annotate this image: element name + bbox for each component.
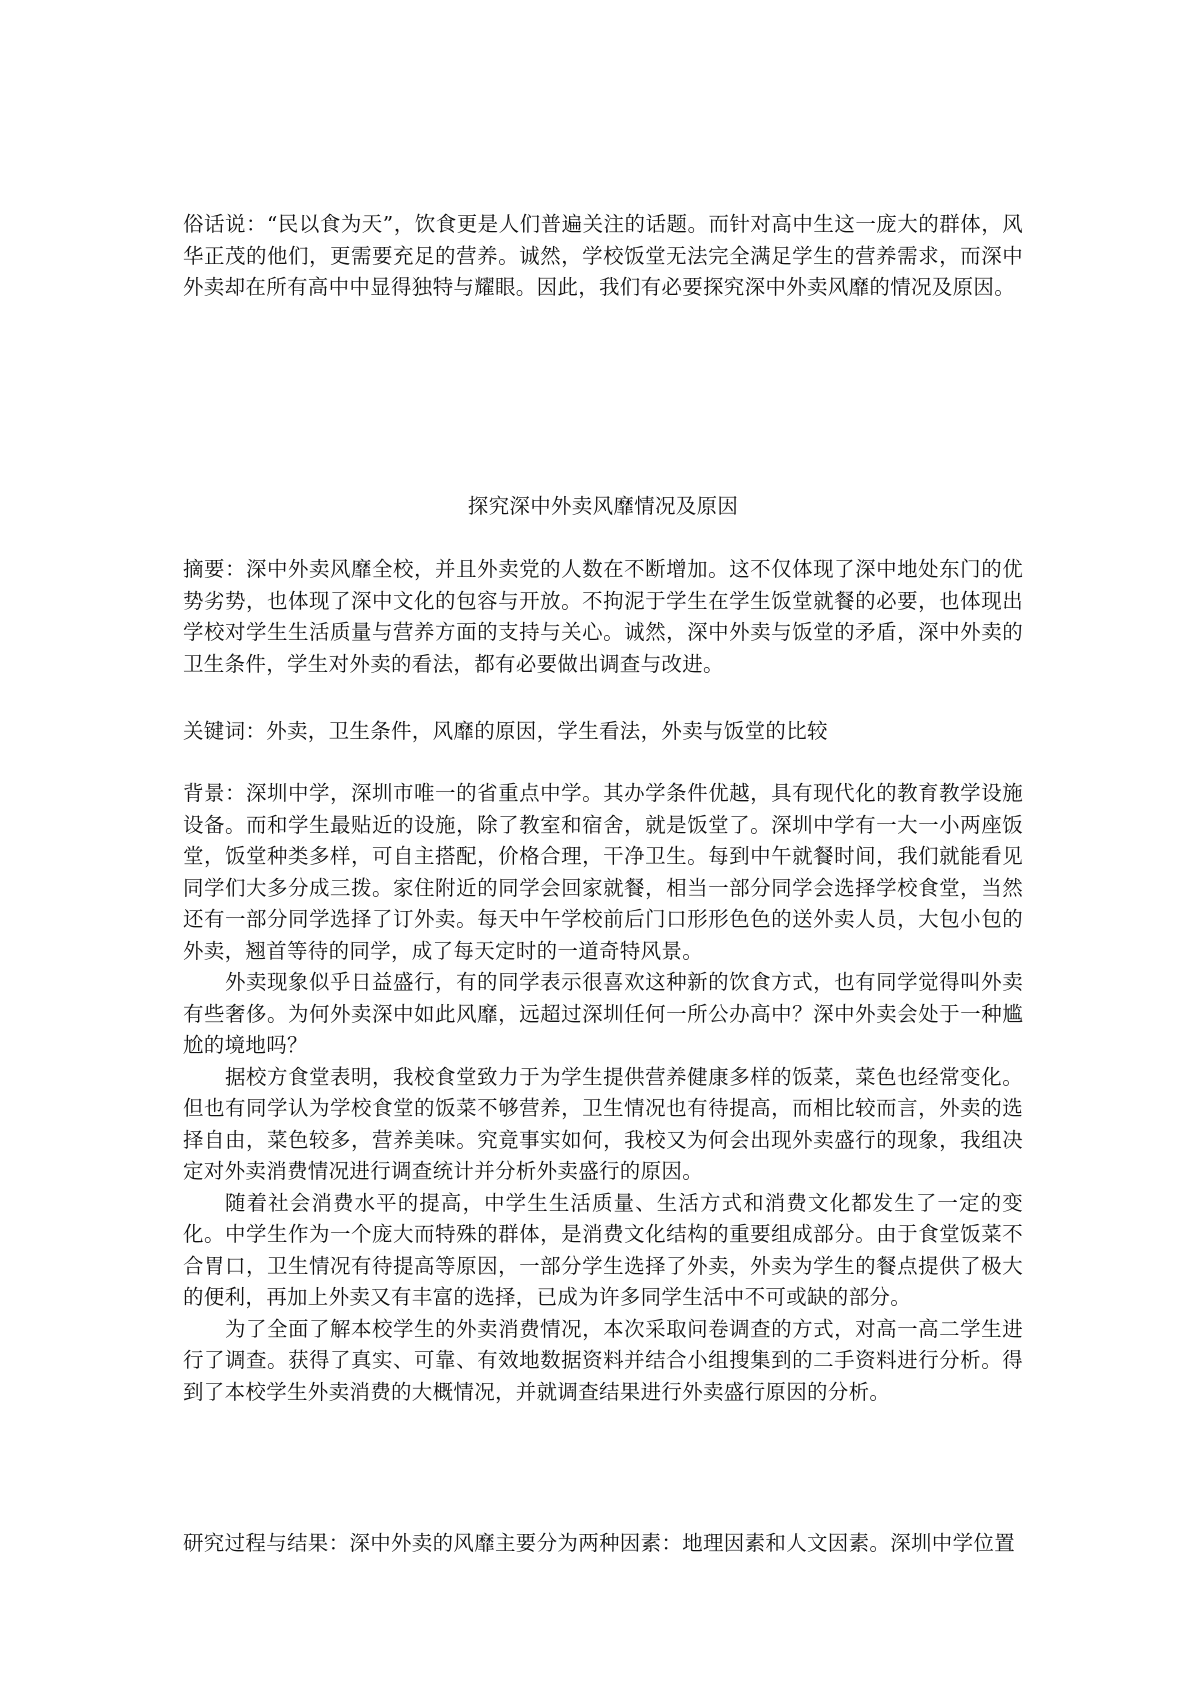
- background-paragraph-5: 为了全面了解本校学生的外卖消费情况，本次采取问卷调查的方式，对高一高二学生进行了调查。获得了真实、可靠、有效地数据资料并结合小组搜集到的二手资料进行分析。得到了本校学生外卖消费的大概情况，并就调查结果进行外卖盛行原因的分析。: [183, 1316, 1023, 1404]
- document-title: 探究深中外卖风靡情况及原因: [467, 494, 739, 518]
- abstract-paragraph: 摘要：深中外卖风靡全校，并且外卖党的人数在不断增加。这不仅体现了深中地处东门的优势劣势，也体现了深中文化的包容与开放。不拘泥于学生在学生饭堂就餐的必要，也体现出学校对学生生活质量与营养方面的支持与关心。诚然，深中外卖与饭堂的矛盾，深中外卖的卫生条件，学生对外卖的看法，都有必要做出调查与改进。: [183, 557, 1023, 676]
- research-paragraph: 研究过程与结果：深中外卖的风靡主要分为两种因素：地理因素和人文因素。深圳中学位置: [183, 1531, 1015, 1555]
- background-paragraph-1: 背景：深圳中学，深圳市唯一的省重点中学。其办学条件优越，具有现代化的教育教学设施设备。而和学生最贴近的设施，除了教室和宿舍，就是饭堂了。深圳中学有一大一小两座饭堂，饭堂种类多样，可自主搭配，价格合理，干净卫生。每到中午就餐时间，我们就能看见同学们大多分成三拨。家住附近的同学会回家就餐，相当一部分同学会选择学校食堂，当然还有一部分同学选择了订外卖。每天中午学校前后门口形形色色的送外卖人员，大包小包的外卖，翘首等待的同学，成了每天定时的一道奇特风景。: [183, 781, 1023, 963]
- background-paragraph-3: 据校方食堂表明，我校食堂致力于为学生提供营养健康多样的饭菜，菜色也经常变化。但也有同学认为学校食堂的饭菜不够营养，卫生情况也有待提高，而相比较而言，外卖的选择自由，菜色较多，营养美味。究竟事实如何，我校又为何会出现外卖盛行的现象，我组决定对外卖消费情况进行调查统计并分析外卖盛行的原因。: [183, 1064, 1023, 1183]
- background-paragraph-2: 外卖现象似乎日益盛行，有的同学表示很喜欢这种新的饮食方式，也有同学觉得叫外卖有些奢侈。为何外卖深中如此风靡，远超过深圳任何一所公办高中？深中外卖会处于一种尴尬的境地吗？: [183, 970, 1023, 1057]
- background-section: [183, 778, 1023, 1408]
- keywords-paragraph: 关键词：外卖，卫生条件，风靡的原因，学生看法，外卖与饭堂的比较: [183, 719, 828, 743]
- background-paragraph-4: 随着社会消费水平的提高，中学生生活质量、生活方式和消费文化都发生了一定的变化。中学生作为一个庞大而特殊的群体，是消费文化结构的重要组成部分。由于食堂饭菜不合胃口，卫生情况有待提高等原因，一部分学生选择了外卖，外卖为学生的餐点提供了极大的便利，再加上外卖又有丰富的选择，已成为许多同学生活中不可或缺的部分。: [183, 1190, 1023, 1309]
- intro-paragraph: 俗话说：“民以食为天”，饮食更是人们普遍关注的话题。而针对高中生这一庞大的群体，风华正茂的他们，更需要充足的营养。诚然，学校饭堂无法完全满足学生的营养需求，而深中外卖却在所有高中中显得独特与耀眼。因此，我们有必要探究深中外卖风靡的情况及原因。: [183, 212, 1023, 299]
